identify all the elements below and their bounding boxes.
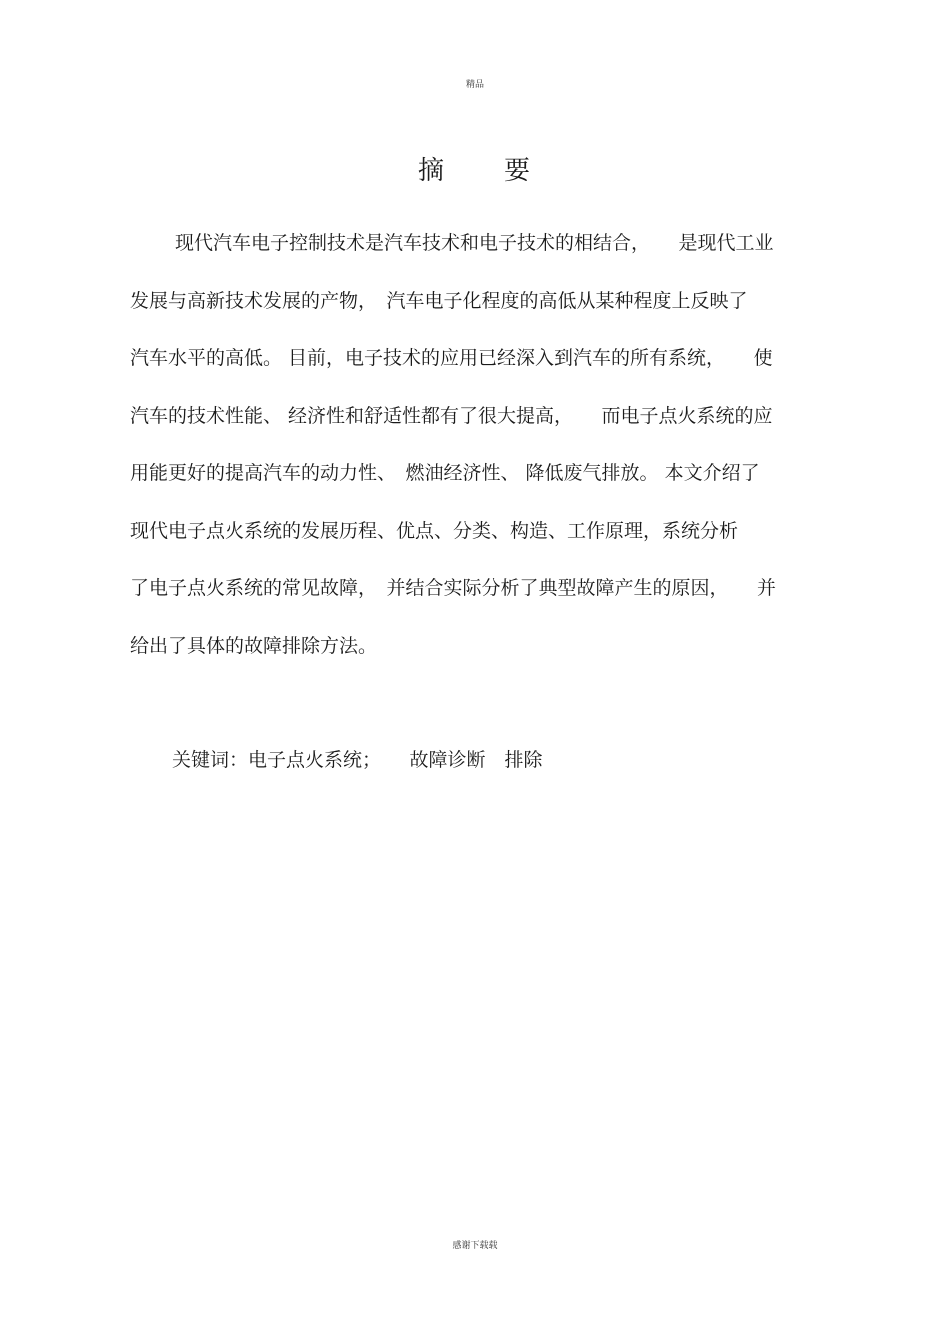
header-watermark: 精品 [465,80,484,90]
abstract-line: 汽车的技术性能、 经济性和舒适性都有了很大提高， 而电子点火系统的应 [130,405,773,427]
page-title [0,150,950,187]
abstract-line: 用能更好的提高汽车的动力性、 燃油经济性、 降低废气排放。 本文介绍了 [130,462,760,484]
abstract-line: 现代汽车电子控制技术是汽车技术和电子技术的相结合， 是现代工业 [175,232,774,254]
abstract-line: 了电子点火系统的常见故障， 并结合实际分析了典型故障产生的原因， 并 [130,577,777,599]
abstract-line: 发展与高新技术发展的产物， 汽车电子化程度的高低从某种程度上反映了 [130,290,748,312]
keywords-line: 关键词：电子点火系统； 故障诊断 排除 [172,749,543,771]
title-char-1: 摘 [417,156,446,186]
footer-watermark: 感谢下载载 [452,1241,498,1251]
abstract-line: 现代电子点火系统的发展历程、优点、分类、构造、工作原理，系统分析 [130,520,739,542]
title-char-2: 要 [504,156,533,186]
abstract-line: 给出了具体的故障排除方法。 [130,635,378,657]
abstract-line: 汽车水平的高低。 目前，电子技术的应用已经深入到汽车的所有系统， 使 [130,347,773,369]
